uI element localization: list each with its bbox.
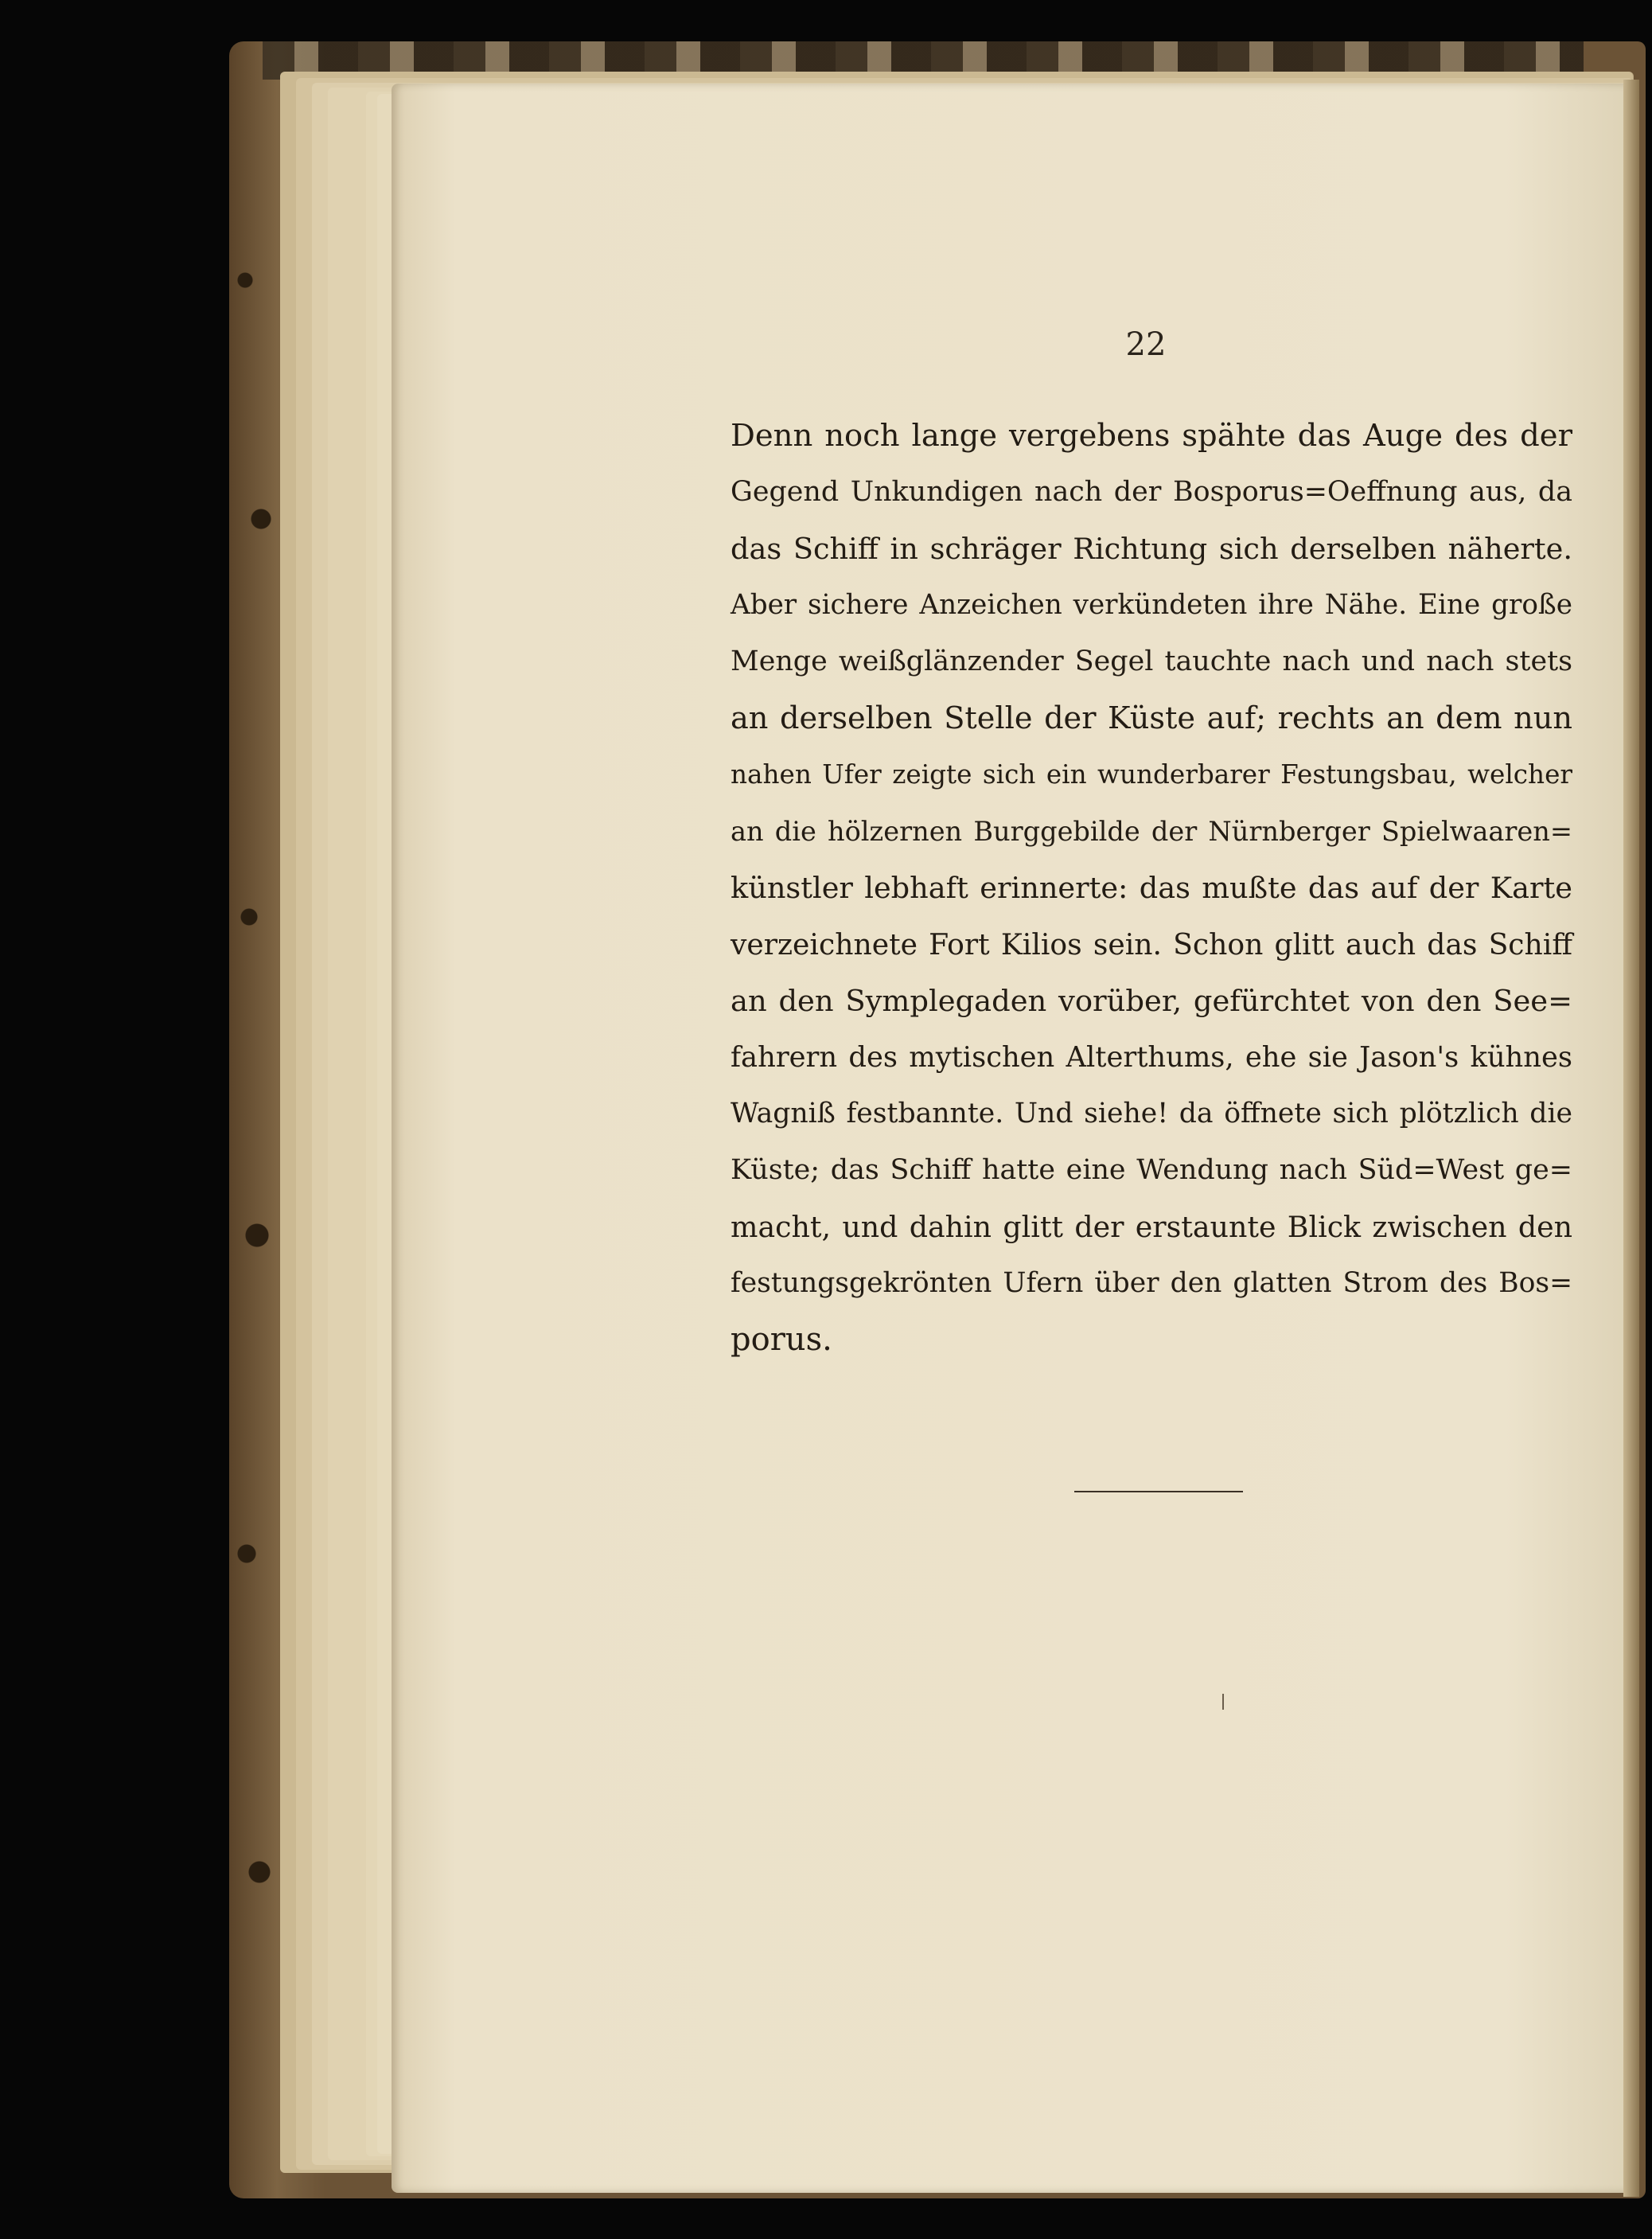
text-line: fahrern des mytischen Alterthums, ehe sie Jason's kühnes <box>731 1041 1572 1074</box>
text-line: Wagniß festbannte. Und siehe! da öffnete sich plötzlich die <box>731 1098 1572 1129</box>
paper-blemish <box>1222 1694 1224 1710</box>
text-line: das Schiff in schräger Richtung sich derselben näherte. <box>731 532 1572 566</box>
text-line: an derselben Stelle der Küste auf; rechts an dem nun <box>731 700 1572 736</box>
text-line: Küste; das Schiff hatte eine Wendung nach Süd=West ge= <box>731 1154 1572 1186</box>
page-shadow <box>1623 80 1639 2197</box>
section-divider <box>1074 1491 1243 1492</box>
text-line: festungsgekrönten Ufern über den glatten Strom des Bos= <box>731 1267 1572 1299</box>
text-line: künstler lebhaft erinnerte: das mußte das auf der Karte <box>731 871 1572 905</box>
text-line: Denn noch lange vergebens spähte das Auge des der <box>731 418 1572 454</box>
text-line: verzeichnete Fort Kilios sein. Schon glitt auch das Schiff <box>731 927 1572 962</box>
text-line: porus. <box>731 1321 832 1358</box>
text-line: nahen Ufer zeigte sich ein wunderbarer Festungsbau, welcher <box>731 759 1572 790</box>
text-line: Aber sichere Anzeichen verkündeten ihre Nähe. Eine große <box>731 589 1572 621</box>
text-line: an den Symplegaden vorüber, gefürchtet von den See= <box>731 984 1572 1018</box>
page-number: 22 <box>1125 326 1167 363</box>
text-line: Gegend Unkundigen nach der Bosporus=Oeffnung aus, da <box>731 476 1572 508</box>
text-line: Menge weißglänzender Segel tauchte nach und nach stets <box>731 646 1572 677</box>
text-line: macht, und dahin glitt der erstaunte Blick zwischen den <box>731 1210 1572 1244</box>
body-text <box>731 408 1572 1368</box>
text-line: an die hölzernen Burggebilde der Nürnberger Spielwaaren= <box>731 816 1572 847</box>
